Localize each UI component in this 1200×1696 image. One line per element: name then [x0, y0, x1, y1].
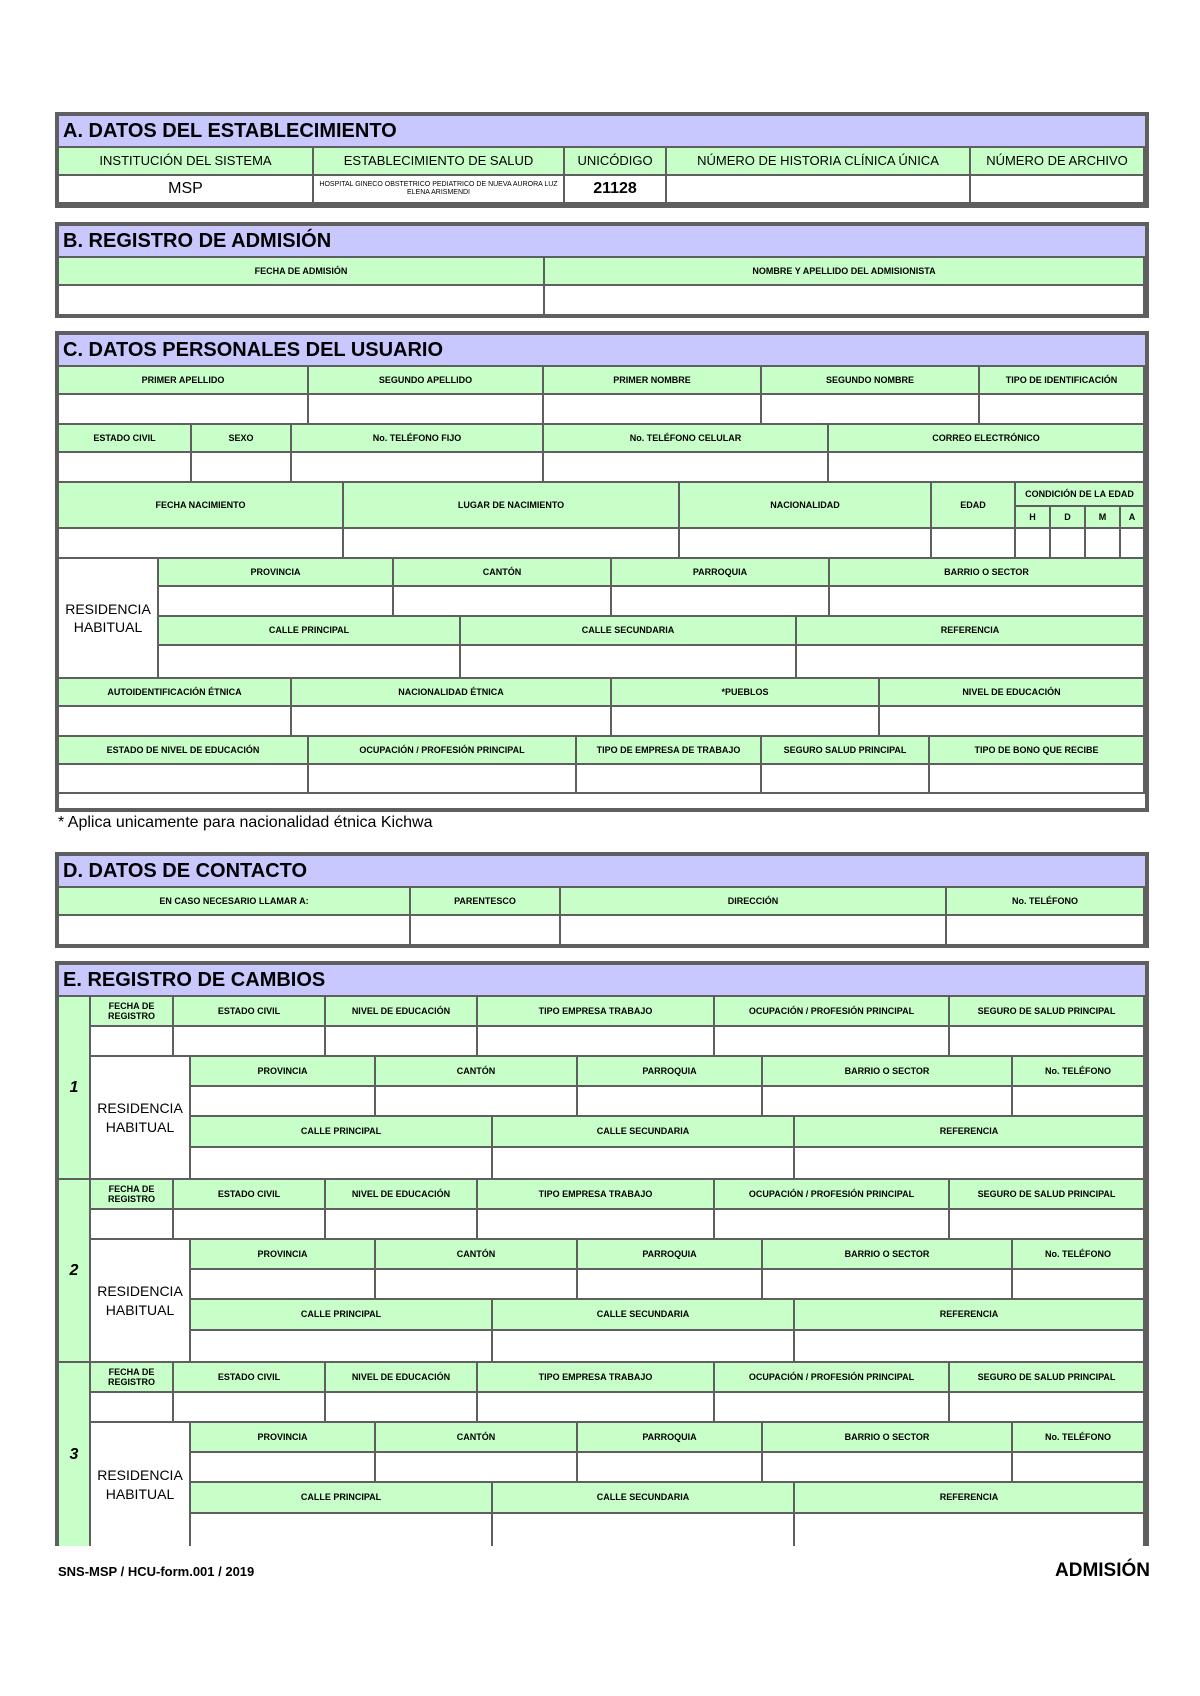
- header-seguro-salud: SEGURO SALUD PRINCIPAL: [762, 737, 930, 765]
- section-e-title: E. REGISTRO DE CAMBIOS: [59, 965, 1145, 997]
- residencia-habitual-label: RESIDENCIA HABITUAL: [91, 1057, 191, 1180]
- autoidentificacion-field[interactable]: [59, 707, 292, 737]
- header-calle-principal: CALLE PRINCIPAL: [159, 617, 461, 646]
- telefono-celular-field[interactable]: [544, 453, 829, 483]
- section-c-title: C. DATOS PERSONALES DEL USUARIO: [59, 335, 1145, 367]
- header-unicodigo: UNICÓDIGO: [565, 148, 667, 176]
- header-telefono-fijo: No. TELÉFONO FIJO: [292, 425, 544, 453]
- calle-secundaria-field[interactable]: [493, 1331, 795, 1363]
- header-provincia: PROVINCIA: [159, 559, 394, 587]
- lugar-nacimiento-field[interactable]: [344, 529, 680, 559]
- sexo-field[interactable]: [192, 453, 292, 483]
- header-calle-secundaria: CALLE SECUNDARIA: [461, 617, 797, 646]
- header-nivel-educacion: NIVEL DE EDUCACIÓN: [326, 997, 478, 1027]
- ocupacion-field[interactable]: [309, 765, 577, 794]
- cambio-block-2: [59, 1180, 1145, 1363]
- header-nacionalidad-etnica: NACIONALIDAD ÉTNICA: [292, 679, 612, 707]
- ocupacion-field[interactable]: [715, 1027, 950, 1057]
- calle-principal-field[interactable]: [159, 646, 461, 679]
- calle-secundaria-field[interactable]: [493, 1148, 795, 1180]
- tipo-bono-field[interactable]: [930, 765, 1145, 794]
- header-nacionalidad: NACIONALIDAD: [680, 483, 932, 529]
- header-tipo-empresa: TIPO EMPRESA TRABAJO: [478, 1363, 715, 1393]
- seguro-salud-field[interactable]: [950, 1393, 1145, 1423]
- condicion-m: M: [1086, 507, 1121, 529]
- calle-principal-field[interactable]: [191, 1148, 493, 1180]
- header-estado-civil: ESTADO CIVIL: [59, 425, 192, 453]
- header-tipo-bono: TIPO DE BONO QUE RECIBE: [930, 737, 1145, 765]
- tipo-empresa-field[interactable]: [478, 1210, 715, 1240]
- nacionalidad-field[interactable]: [680, 529, 932, 559]
- fecha-admision-field[interactable]: [59, 286, 545, 316]
- header-barrio: BARRIO O SECTOR: [763, 1423, 1013, 1453]
- provincia-field[interactable]: [191, 1087, 376, 1117]
- parroquia-field[interactable]: [578, 1453, 763, 1483]
- section-c: [55, 331, 1149, 812]
- nivel-educacion-field[interactable]: [326, 1393, 478, 1423]
- header-nivel-educacion: NIVEL DE EDUCACIÓN: [326, 1363, 478, 1393]
- header-tipo-empresa: TIPO EMPRESA TRABAJO: [478, 1180, 715, 1210]
- header-barrio: BARRIO O SECTOR: [763, 1240, 1013, 1270]
- estado-civil-field[interactable]: [59, 453, 192, 483]
- parroquia-field[interactable]: [578, 1087, 763, 1117]
- form-title: ADMISIÓN: [1055, 1560, 1150, 1581]
- header-edad: EDAD: [932, 483, 1016, 529]
- header-canton: CANTÓN: [376, 1240, 578, 1270]
- barrio-field[interactable]: [830, 587, 1145, 617]
- establecimiento-value[interactable]: HOSPITAL GINECO OBSTETRICO PEDIATRICO DE NUEVA AURORA LUZ ELENA ARISMENDI: [314, 176, 565, 204]
- header-provincia: PROVINCIA: [191, 1423, 376, 1453]
- header-seguro-salud: SEGURO DE SALUD PRINCIPAL: [950, 997, 1145, 1027]
- header-parroquia: PARROQUIA: [578, 1423, 763, 1453]
- header-fecha-registro: FECHA DE REGISTRO: [91, 997, 174, 1027]
- header-primer-apellido: PRIMER APELLIDO: [59, 367, 309, 395]
- referencia-field[interactable]: [795, 1148, 1145, 1180]
- tipo-identificacion-field[interactable]: [980, 395, 1145, 425]
- header-parroquia: PARROQUIA: [578, 1240, 763, 1270]
- referencia-field[interactable]: [795, 1514, 1145, 1546]
- header-calle-principal: CALLE PRINCIPAL: [191, 1300, 493, 1331]
- condicion-h-field[interactable]: [1016, 529, 1051, 559]
- calle-principal-field[interactable]: [191, 1331, 493, 1363]
- nacionalidad-etnica-field[interactable]: [292, 707, 612, 737]
- header-historia-clinica: NÚMERO DE HISTORIA CLÍNICA ÚNICA: [667, 148, 971, 176]
- header-canton: CANTÓN: [376, 1057, 578, 1087]
- residencia-habitual-label: RESIDENCIA HABITUAL: [59, 559, 159, 679]
- header-canton: CANTÓN: [376, 1423, 578, 1453]
- calle-secundaria-field[interactable]: [493, 1514, 795, 1546]
- header-calle-secundaria: CALLE SECUNDARIA: [493, 1117, 795, 1148]
- telefono-contacto-field[interactable]: [947, 916, 1145, 946]
- estado-civil-field[interactable]: [174, 1027, 326, 1057]
- header-nombre-admisionista: NOMBRE Y APELLIDO DEL ADMISIONISTA: [545, 258, 1145, 286]
- barrio-field[interactable]: [763, 1453, 1013, 1483]
- canton-field[interactable]: [394, 587, 612, 617]
- header-lugar-nacimiento: LUGAR DE NACIMIENTO: [344, 483, 680, 529]
- calle-secundaria-field[interactable]: [461, 646, 797, 679]
- cambio-number-1: 1: [59, 997, 91, 1180]
- correo-field[interactable]: [829, 453, 1145, 483]
- cambio-number-3: 3: [59, 1363, 91, 1546]
- header-fecha-registro: FECHA DE REGISTRO: [91, 1363, 174, 1393]
- header-archivo: NÚMERO DE ARCHIVO: [971, 148, 1145, 176]
- segundo-apellido-field[interactable]: [309, 395, 544, 425]
- header-referencia: REFERENCIA: [795, 1300, 1145, 1331]
- header-telefono: No. TELÉFONO: [1013, 1423, 1145, 1453]
- header-estado-civil: ESTADO CIVIL: [174, 1180, 326, 1210]
- nivel-educacion-field[interactable]: [326, 1210, 478, 1240]
- pueblos-field[interactable]: [612, 707, 880, 737]
- calle-principal-field[interactable]: [191, 1514, 493, 1546]
- header-referencia: REFERENCIA: [797, 617, 1145, 646]
- header-condicion-edad: CONDICIÓN DE LA EDAD: [1016, 483, 1145, 507]
- header-ocupacion: OCUPACIÓN / PROFESIÓN PRINCIPAL: [715, 1180, 950, 1210]
- header-calle-principal: CALLE PRINCIPAL: [191, 1483, 493, 1514]
- estado-civil-field[interactable]: [174, 1210, 326, 1240]
- condicion-a-field[interactable]: [1121, 529, 1145, 559]
- kichwa-note: * Aplica unicamente para nacionalidad étnica Kichwa: [58, 814, 433, 831]
- seguro-salud-field[interactable]: [950, 1027, 1145, 1057]
- cambio-block-3: [59, 1363, 1145, 1546]
- estado-nivel-educacion-field[interactable]: [59, 765, 309, 794]
- parroquia-field[interactable]: [578, 1270, 763, 1300]
- historia-clinica-value[interactable]: [667, 176, 971, 204]
- cambio-block-1: [59, 997, 1145, 1180]
- form-code: SNS-MSP / HCU-form.001 / 2019: [58, 1564, 255, 1579]
- header-ocupacion: OCUPACIÓN / PROFESIÓN PRINCIPAL: [715, 997, 950, 1027]
- section-d-title: D. DATOS DE CONTACTO: [59, 856, 1145, 888]
- header-telefono: No. TELÉFONO: [1013, 1057, 1145, 1087]
- header-calle-secundaria: CALLE SECUNDARIA: [493, 1300, 795, 1331]
- unicodigo-value[interactable]: 21128: [565, 176, 667, 204]
- nivel-educacion-field[interactable]: [326, 1027, 478, 1057]
- header-nivel-educacion: NIVEL DE EDUCACIÓN: [326, 1180, 478, 1210]
- section-a-title: A. DATOS DEL ESTABLECIMIENTO: [59, 116, 1145, 148]
- canton-field[interactable]: [376, 1087, 578, 1117]
- llamar-a-field[interactable]: [59, 916, 411, 946]
- header-autoidentificacion: AUTOIDENTIFICACIÓN ÉTNICA: [59, 679, 292, 707]
- header-nivel-educacion: NIVEL DE EDUCACIÓN: [880, 679, 1145, 707]
- header-parroquia: PARROQUIA: [578, 1057, 763, 1087]
- header-segundo-nombre: SEGUNDO NOMBRE: [762, 367, 980, 395]
- condicion-h: H: [1016, 507, 1051, 529]
- header-fecha-registro: FECHA DE REGISTRO: [91, 1180, 174, 1210]
- parentesco-field[interactable]: [411, 916, 561, 946]
- residencia-habitual-label: RESIDENCIA HABITUAL: [91, 1423, 191, 1546]
- section-d: [55, 852, 1149, 948]
- canton-field[interactable]: [376, 1453, 578, 1483]
- fecha-registro-field[interactable]: [91, 1210, 174, 1240]
- header-ocupacion: OCUPACIÓN / PROFESIÓN PRINCIPAL: [309, 737, 577, 765]
- estado-civil-field[interactable]: [174, 1393, 326, 1423]
- archivo-value[interactable]: [971, 176, 1145, 204]
- header-tipo-empresa: TIPO DE EMPRESA DE TRABAJO: [577, 737, 762, 765]
- header-telefono-celular: No. TELÉFONO CELULAR: [544, 425, 829, 453]
- fecha-registro-field[interactable]: [91, 1393, 174, 1423]
- tipo-empresa-field[interactable]: [478, 1027, 715, 1057]
- tipo-empresa-field[interactable]: [478, 1393, 715, 1423]
- header-fecha-nacimiento: FECHA NACIMIENTO: [59, 483, 344, 529]
- fecha-nacimiento-field[interactable]: [59, 529, 344, 559]
- seguro-salud-field[interactable]: [950, 1210, 1145, 1240]
- header-estado-civil: ESTADO CIVIL: [174, 1363, 326, 1393]
- telefono-fijo-field[interactable]: [292, 453, 544, 483]
- cambio-number-2: 2: [59, 1180, 91, 1363]
- header-provincia: PROVINCIA: [191, 1057, 376, 1087]
- header-referencia: REFERENCIA: [795, 1117, 1145, 1148]
- header-tipo-empresa: TIPO EMPRESA TRABAJO: [478, 997, 715, 1027]
- header-seguro-salud: SEGURO DE SALUD PRINCIPAL: [950, 1180, 1145, 1210]
- condicion-a: A: [1121, 507, 1145, 529]
- provincia-field[interactable]: [159, 587, 394, 617]
- header-correo: CORREO ELECTRÓNICO: [829, 425, 1145, 453]
- header-estado-nivel-educacion: ESTADO DE NIVEL DE EDUCACIÓN: [59, 737, 309, 765]
- header-calle-principal: CALLE PRINCIPAL: [191, 1117, 493, 1148]
- direccion-field[interactable]: [561, 916, 947, 946]
- nivel-educacion-field[interactable]: [880, 707, 1145, 737]
- header-barrio: BARRIO O SECTOR: [763, 1057, 1013, 1087]
- nombre-admisionista-field[interactable]: [545, 286, 1145, 316]
- edad-field[interactable]: [932, 529, 1016, 559]
- header-seguro-salud: SEGURO DE SALUD PRINCIPAL: [950, 1363, 1145, 1393]
- header-telefono-contacto: No. TELÉFONO: [947, 888, 1145, 916]
- header-barrio: BARRIO O SECTOR: [830, 559, 1145, 587]
- tipo-empresa-field[interactable]: [577, 765, 762, 794]
- provincia-field[interactable]: [191, 1270, 376, 1300]
- fecha-registro-field[interactable]: [91, 1027, 174, 1057]
- telefono-field[interactable]: [1013, 1270, 1145, 1300]
- header-direccion: DIRECCIÓN: [561, 888, 947, 916]
- primer-nombre-field[interactable]: [544, 395, 762, 425]
- condicion-d: D: [1051, 507, 1086, 529]
- header-primer-nombre: PRIMER NOMBRE: [544, 367, 762, 395]
- institucion-value[interactable]: MSP: [59, 176, 314, 204]
- primer-apellido-field[interactable]: [59, 395, 309, 425]
- telefono-field[interactable]: [1013, 1087, 1145, 1117]
- header-fecha-admision: FECHA DE ADMISIÓN: [59, 258, 545, 286]
- barrio-field[interactable]: [763, 1087, 1013, 1117]
- header-canton: CANTÓN: [394, 559, 612, 587]
- condicion-m-field[interactable]: [1086, 529, 1121, 559]
- header-tipo-identificacion: TIPO DE IDENTIFICACIÓN: [980, 367, 1145, 395]
- header-pueblos: *PUEBLOS: [612, 679, 880, 707]
- section-b-title: B. REGISTRO DE ADMISIÓN: [59, 226, 1145, 258]
- header-sexo: SEXO: [192, 425, 292, 453]
- provincia-field[interactable]: [191, 1453, 376, 1483]
- header-ocupacion: OCUPACIÓN / PROFESIÓN PRINCIPAL: [715, 1363, 950, 1393]
- header-referencia: REFERENCIA: [795, 1483, 1145, 1514]
- section-e: [55, 961, 1149, 1546]
- header-establecimiento: ESTABLECIMIENTO DE SALUD: [314, 148, 565, 176]
- canton-field[interactable]: [376, 1270, 578, 1300]
- section-a: [55, 112, 1149, 208]
- parroquia-field[interactable]: [612, 587, 830, 617]
- telefono-field[interactable]: [1013, 1453, 1145, 1483]
- header-calle-secundaria: CALLE SECUNDARIA: [493, 1483, 795, 1514]
- header-telefono: No. TELÉFONO: [1013, 1240, 1145, 1270]
- header-parroquia: PARROQUIA: [612, 559, 830, 587]
- header-segundo-apellido: SEGUNDO APELLIDO: [309, 367, 544, 395]
- residencia-habitual-label: RESIDENCIA HABITUAL: [91, 1240, 191, 1363]
- header-estado-civil: ESTADO CIVIL: [174, 997, 326, 1027]
- header-provincia: PROVINCIA: [191, 1240, 376, 1270]
- referencia-field[interactable]: [797, 646, 1145, 679]
- section-b: [55, 222, 1149, 318]
- barrio-field[interactable]: [763, 1270, 1013, 1300]
- header-parentesco: PARENTESCO: [411, 888, 561, 916]
- ocupacion-field[interactable]: [715, 1210, 950, 1240]
- segundo-nombre-field[interactable]: [762, 395, 980, 425]
- ocupacion-field[interactable]: [715, 1393, 950, 1423]
- seguro-salud-field[interactable]: [762, 765, 930, 794]
- referencia-field[interactable]: [795, 1331, 1145, 1363]
- header-llamar-a: EN CASO NECESARIO LLAMAR A:: [59, 888, 411, 916]
- condicion-d-field[interactable]: [1051, 529, 1086, 559]
- header-institucion: INSTITUCIÓN DEL SISTEMA: [59, 148, 314, 176]
